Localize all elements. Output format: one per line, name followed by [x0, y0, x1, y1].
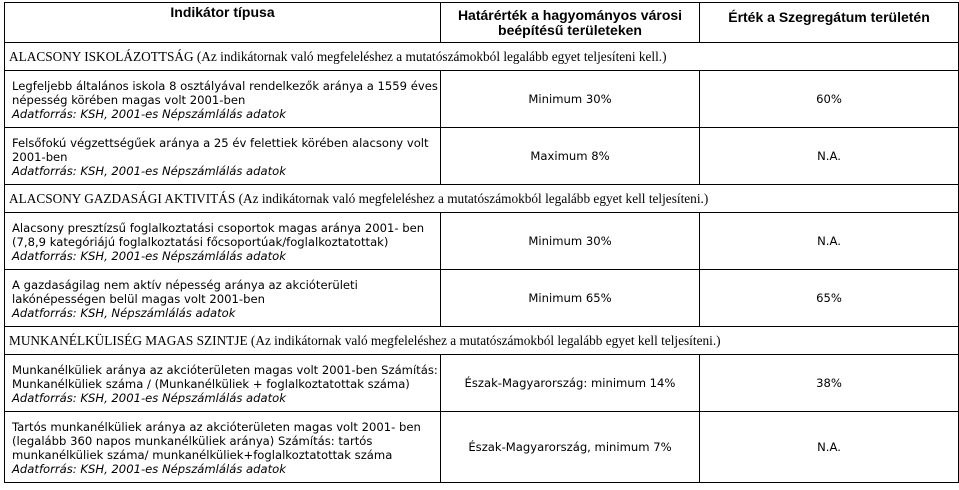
section-title: ALACSONY GAZDASÁGI AKTIVITÁS (Az indikátornak való megfeleléshez a mutatószámokból legalább egyet kell teljesíteni.) — [5, 185, 959, 213]
indicator-table — [4, 2, 959, 483]
segregate-value: 38% — [700, 355, 959, 412]
header-threshold: Határérték a hagyományos városi beépítésű területeken — [441, 3, 700, 43]
section-row — [5, 327, 959, 355]
segregate-value: N.A. — [700, 213, 959, 270]
data-source: Adatforrás: KSH, 2001-es Népszámlálás adatok — [12, 391, 286, 405]
indicator-description — [5, 71, 441, 128]
table-row — [5, 270, 959, 327]
indicator-description — [5, 355, 441, 412]
section-title: MUNKANÉLKÜLISÉG MAGAS SZINTJE (Az indikátornak való megfeleléshez a mutatószámokból legalább egyet kell teljesíteni.) — [5, 327, 959, 355]
table-body — [5, 43, 959, 483]
indicator-text-line: Legfeljebb általános iskola 8 osztályával rendelkezők aránya a 1559 éves — [12, 79, 438, 93]
segregate-value: N.A. — [700, 128, 959, 185]
indicator-text-line: (7,8,9 kategóriájú foglalkoztatási főcsoportúak/foglalkoztatottak) — [12, 235, 389, 249]
data-source: Adatforrás: KSH, 2001-es Népszámlálás adatok — [12, 249, 286, 263]
threshold-value: Maximum 8% — [441, 128, 700, 185]
indicator-text-line: Alacsony presztízsű foglalkoztatási csoportok magas aránya 2001- ben — [12, 221, 425, 235]
table-row — [5, 71, 959, 128]
segregate-value: N.A. — [700, 412, 959, 483]
section-title: ALACSONY ISKOLÁZOTTSÁG (Az indikátornak való megfeleléshez a mutatószámokból legalább egyet teljesíteni kell.) — [5, 43, 959, 71]
data-source: Adatforrás: KSH, 2001-es Népszámlálás adatok — [12, 164, 286, 178]
header-indicator-type: Indikátor típusa — [5, 3, 441, 43]
section-row — [5, 185, 959, 213]
threshold-value: Minimum 30% — [441, 213, 700, 270]
header-row — [5, 3, 959, 43]
indicator-text-line: Munkanélküliek aránya az akcióterületen magas volt 2001-ben Számítás: — [12, 363, 438, 377]
indicator-text-line: (legalább 360 napos munkanélküliek aránya) Számítás: tartós — [12, 434, 373, 448]
threshold-value: Minimum 65% — [441, 270, 700, 327]
table-row — [5, 355, 959, 412]
indicator-text-line: A gazdaságilag nem aktív népesség aránya az akcióterületi — [12, 278, 358, 292]
indicator-description — [5, 128, 441, 185]
indicator-description — [5, 213, 441, 270]
indicator-description — [5, 412, 441, 483]
data-source: Adatforrás: KSH, 2001-es Népszámlálás adatok — [12, 107, 286, 121]
indicator-text-line: Tartós munkanélküliek aránya az akcióterületen magas volt 2001- ben — [12, 420, 421, 434]
segregate-value: 65% — [700, 270, 959, 327]
indicator-text-line: népesség körében magas volt 2001-ben — [12, 93, 246, 107]
indicator-description — [5, 270, 441, 327]
indicator-text-line: munkanélküliek száma/ munkanélküliek+foglalkoztatottak száma — [12, 448, 393, 462]
data-source: Adatforrás: KSH, Népszámlálás adatok — [12, 306, 236, 320]
table-row — [5, 412, 959, 483]
table-row — [5, 128, 959, 185]
indicator-text-line: Felsőfokú végzettségűek aránya a 25 év felettiek körében alacsony volt — [12, 136, 429, 150]
segregate-value: 60% — [700, 71, 959, 128]
header-segregate-value: Érték a Szegregátum területén — [700, 3, 959, 43]
data-source: Adatforrás: KSH, 2001-es Népszámlálás adatok — [12, 462, 286, 476]
threshold-value: Minimum 30% — [441, 71, 700, 128]
indicator-text-line: lakónépességen belül magas volt 2001-ben — [12, 292, 265, 306]
section-row — [5, 43, 959, 71]
indicator-text-line: 2001-ben — [12, 150, 68, 164]
indicator-text-line: Munkanélküliek száma / (Munkanélküliek + foglalkoztatottak száma) — [12, 377, 410, 391]
threshold-value: Észak-Magyarország: minimum 14% — [441, 355, 700, 412]
table-row — [5, 213, 959, 270]
threshold-value: Észak-Magyarország, minimum 7% — [441, 412, 700, 483]
